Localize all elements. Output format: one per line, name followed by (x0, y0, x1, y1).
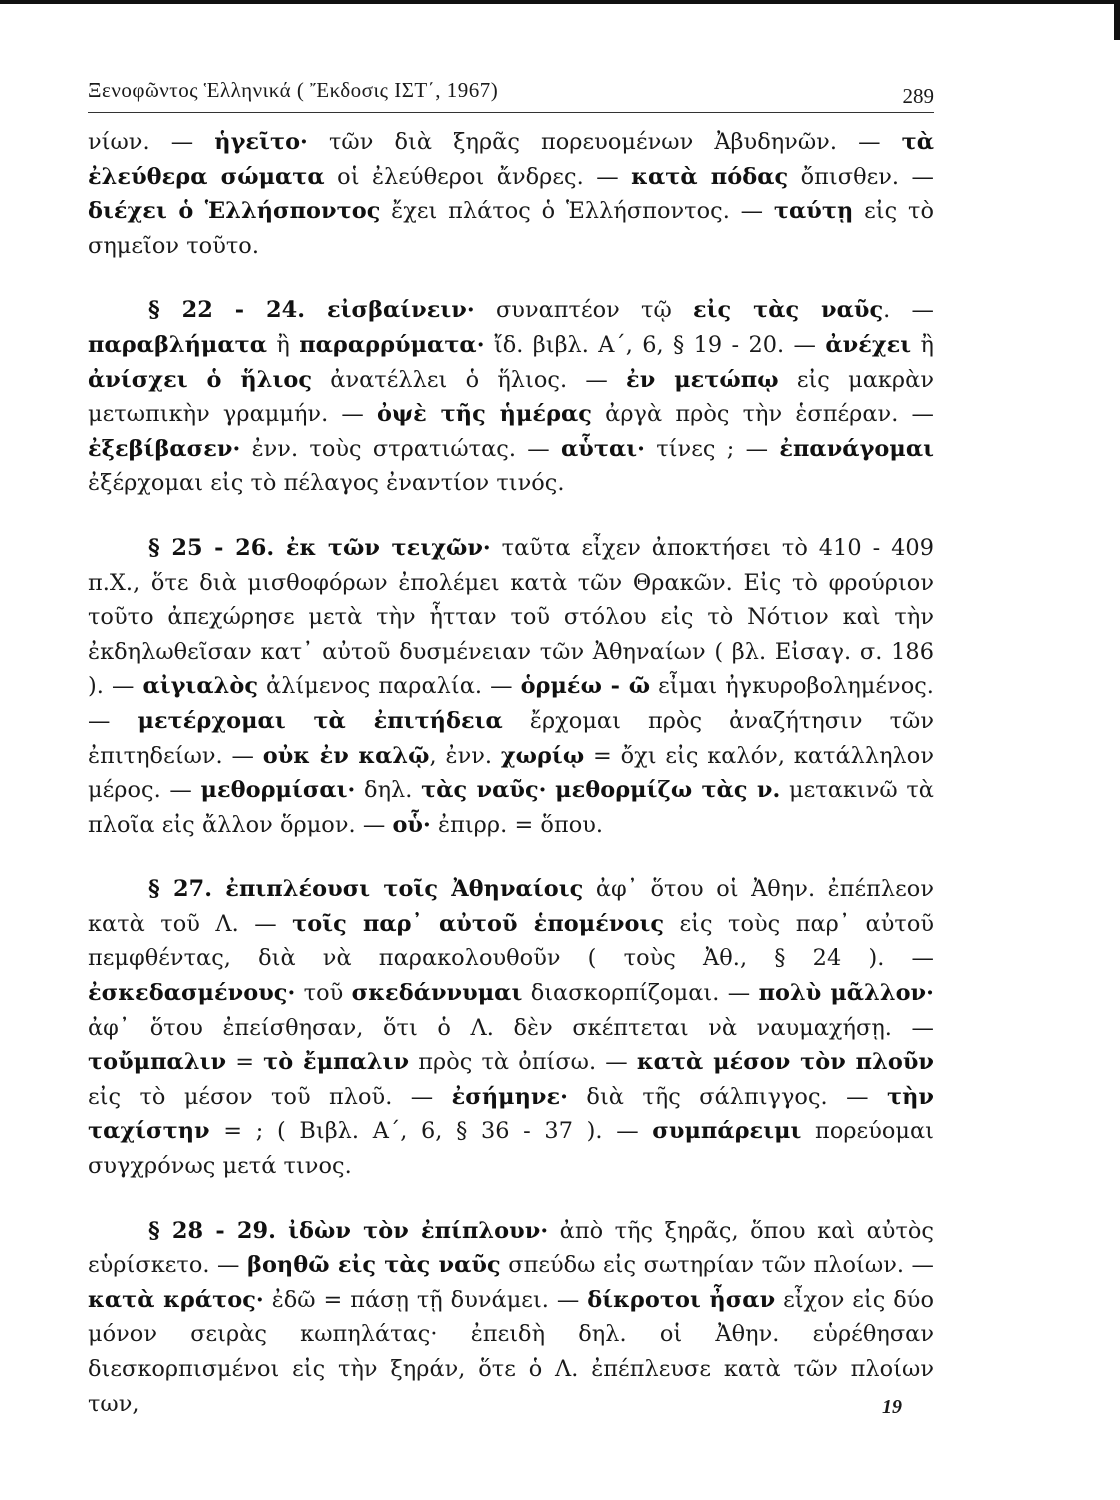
lemma-term: § 22 - 24. (148, 297, 327, 324)
signature-mark: 19 (882, 1396, 902, 1418)
gloss-text: τῶν διὰ ξηρᾶς πορευομένων Ἀβυδηνῶν. — (307, 129, 902, 155)
gloss-text: πορεύομαι συγχρόνως μετά τινος. (88, 1118, 935, 1180)
lemma-term: ὁρμέω - ῶ (520, 673, 651, 700)
lemma-term: τὰς ναῦς· (421, 777, 547, 804)
lemma-term: οὗ· (392, 811, 431, 838)
gloss-text: ἀφ᾽ ὅτου ἐπείσθησαν, ὅτι ὁ Λ. δὲν σκέπτεται νὰ ναυμαχήσῃ. — (88, 1014, 934, 1041)
lemma-term: τὰ ἐλεύθερα σώματα (88, 129, 935, 190)
gloss-text: εἰς τὸ σημεῖον τοῦτο. (88, 198, 934, 259)
gloss-text: ταῦτα εἶχεν ἀποκτήσει τὸ 410 - 409 π.Χ., ὅτε διὰ μισθοφόρων ἐπολέμει κατὰ τῶν Θρακῶν. Εἰς τὸ φρούριον τοῦτο ἀπεχώρησε μετὰ τὴν ἧτταν τοῦ στόλου εἰς τὸ Νότιον καὶ τὴν ἐκδηλωθεῖσαν κατ᾽ αὐτοῦ δυσμένειαν τῶν Ἀθηναίων ( βλ. Εἰσαγ. σ. 186 ). — (88, 534, 934, 700)
lemma-term: εἰσβαίνειν· (326, 297, 475, 324)
lemma-term: οὐκ ἐν καλῷ (262, 742, 430, 769)
gloss-text: ἔρχομαι πρὸς ἀναζήτησιν τῶν ἐπιτηδείων. — (88, 707, 934, 769)
lemma-term: ταύτῃ (773, 198, 854, 225)
gloss-text: οἱ ἐλεύθεροι ἄνδρες. — (324, 163, 632, 190)
gloss-text: μετακινῶ τὰ πλοῖα εἰς ἄλλον ὅρμον. — (88, 777, 934, 838)
lemma-term: παραβλήματα (88, 331, 268, 358)
lemma-term: διέχει ὁ Ἑλλήσποντος (88, 198, 381, 225)
lemma-term: αἰγιαλὸς (142, 673, 259, 700)
lemma-term: ἐν μετώπῳ (626, 366, 779, 393)
gloss-text: ἔχει πλάτος ὁ Ἑλλήσποντος. — (380, 198, 774, 225)
lemma-term: συμπάρειμι (652, 1118, 802, 1145)
lemma-term: χωρίῳ (500, 742, 585, 769)
lemma-term: τὴν ταχίστην (88, 1083, 934, 1145)
lemma-term: κατὰ κράτος· (88, 1286, 264, 1313)
commentary-body (88, 125, 934, 1421)
lemma-term: αὗται· (561, 435, 645, 462)
lemma-term: σκεδάννυμαι (351, 980, 523, 1007)
paragraph-continuation (88, 125, 934, 263)
paragraph-section-22-24 (88, 293, 934, 501)
lemma-term: μεθορμίζω τὰς ν. (555, 777, 781, 804)
gloss-text: ἀφ᾽ ὅτου οἱ Ἀθην. ἐπέπλεον κατὰ τοῦ Λ. — (88, 876, 934, 937)
gloss-text: . — (883, 297, 934, 324)
gloss-text: ἀργὰ πρὸς τὴν ἑσπέραν. — (592, 401, 934, 428)
lemma-term: ἐξεβίβασεν· (88, 435, 241, 462)
lemma-term: κατὰ μέσον τὸν πλοῦν (636, 1049, 935, 1076)
lemma-term: § 27. (148, 876, 226, 903)
gloss-text: ἐνν. τοὺς στρατιώτας. — (240, 435, 561, 462)
lemma-term: τοῖς παρ᾽ αὐτοῦ ἑπομένοις (292, 910, 665, 937)
lemma-term: εἰς τὰς ναῦς (692, 297, 884, 324)
lemma-term: ἐσήμηνε· (451, 1083, 569, 1110)
lemma-term: ὀψὲ τῆς ἡμέρας (377, 401, 592, 428)
gloss-text (547, 777, 556, 803)
gloss-text: τοῦ (295, 980, 352, 1007)
gloss-text: ἴδ. βιβλ. Α΄, 6, § 19 - 20. — (484, 331, 826, 358)
gloss-text: ἢ (911, 331, 934, 358)
gloss-text: δηλ. (355, 777, 422, 804)
lemma-term: βοηθῶ εἰς τὰς ναῦς (247, 1252, 501, 1279)
lemma-term: ἐσκεδασμένους· (88, 980, 296, 1007)
gloss-text: ἢ (267, 331, 300, 358)
gloss-text: νίων. — (88, 129, 215, 155)
gloss-text: διὰ τῆς σάλπιγγος. — (568, 1083, 887, 1110)
lemma-term: μεθορμίσαι· (200, 777, 356, 804)
lemma-term: ἡγεῖτο· (214, 129, 308, 155)
gloss-text: σπεύδω εἰς σωτηρίαν τῶν πλοίων. — (500, 1252, 934, 1279)
lemma-term: πολὺ μᾶλλον· (758, 980, 934, 1007)
lemma-term: ἐκ τῶν τειχῶν· (285, 534, 491, 561)
lemma-term: ἐπιπλέουσι τοῖς Ἀθηναίοις (225, 876, 584, 903)
lemma-term: ἰδὼν τὸν ἐπίπλουν· (288, 1217, 549, 1244)
gloss-text: ἀπὸ τῆς ξηρᾶς, ὅπου καὶ αὐτὸς εὑρίσκετο. — (88, 1217, 935, 1279)
lemma-term: δίκροτοι ἦσαν (587, 1286, 776, 1313)
paragraph-section-28-29 (88, 1214, 934, 1422)
lemma-term: ἀνέχει (825, 331, 912, 358)
paragraph-section-27 (88, 872, 934, 1183)
gloss-text: εἶχον εἰς δύο μόνον σειρὰς κωπηλάτας· ἐπειδὴ δηλ. οἱ Ἀθην. εὑρέθησαν διεσκορπισμένοι εἰς τὴν ξηράν, ὅτε ὁ Λ. ἐπέπλευσε κατὰ τῶν πλοίων των, (88, 1286, 934, 1417)
gloss-text: = (226, 1049, 264, 1076)
page-number: 289 (902, 84, 934, 108)
gloss-text: πρὸς τὰ ὀπίσω. — (409, 1049, 637, 1076)
gloss-text: ἐπιρρ. = ὅπου. (430, 811, 604, 838)
lemma-term: μετέρχομαι τὰ ἐπιτήδεια (137, 707, 503, 734)
running-head: Ξενοφῶντος Ἑλληνικά ( Ἔκδοσις ΙΣΤ΄, 1967) (88, 78, 499, 102)
gloss-text: ἀνατέλλει ὁ ἥλιος. — (312, 366, 627, 393)
gloss-text: ἀλίμενος παραλία. — (258, 673, 521, 700)
lemma-term: κατὰ πόδας (631, 163, 789, 190)
gloss-text: τίνες ; — (645, 435, 780, 462)
gloss-text: εἰς τὸ μέσον τοῦ πλοῦ. — (88, 1083, 452, 1110)
gloss-text: εἰς τοὺς παρ᾽ αὐτοῦ πεμφθέντας, διὰ νὰ παρακολουθοῦν ( τοὺς Ἀθ., § 24 ). — (88, 910, 935, 972)
gloss-text: = ὄχι εἰς καλόν, κατάλληλον μέρος. — (88, 742, 934, 804)
lemma-term: παραρρύματα· (299, 331, 485, 358)
paragraph-section-25-26 (88, 531, 934, 842)
lemma-term: § 25 - 26. (148, 534, 286, 561)
scan-right-edge (1114, 0, 1120, 40)
scan-top-edge (0, 0, 1120, 4)
gloss-text: συναπτέον τῷ (474, 297, 693, 324)
gloss-text: διασκορπίζομαι. — (522, 980, 759, 1007)
gloss-text: ὄπισθεν. — (788, 163, 934, 190)
lemma-term: § 28 - 29. (148, 1217, 289, 1244)
gloss-text: ἐδῶ = πάσῃ τῇ δυνάμει. — (263, 1286, 588, 1313)
gloss-text: εἶμαι ἠγκυροβολημένος. — (88, 673, 934, 734)
lemma-term: τοὔμπαλιν (88, 1049, 227, 1076)
gloss-text: εἰς μακρὰν μετωπικὴν γραμμήν. — (88, 366, 934, 428)
gloss-text: , ἐνν. (429, 742, 501, 769)
lemma-term: ἐπανάγομαι (779, 435, 934, 462)
lemma-term: ἀνίσχει ὁ ἥλιος (88, 366, 313, 393)
gloss-text: ἐξέρχομαι εἰς τὸ πέλαγος ἐναντίον τινός. (88, 470, 565, 497)
gloss-text: = ; ( Βιβλ. Α΄, 6, § 36 - 37 ). — (209, 1118, 653, 1145)
lemma-term: τὸ ἔμπαλιν (263, 1049, 410, 1076)
page-header (88, 70, 934, 113)
